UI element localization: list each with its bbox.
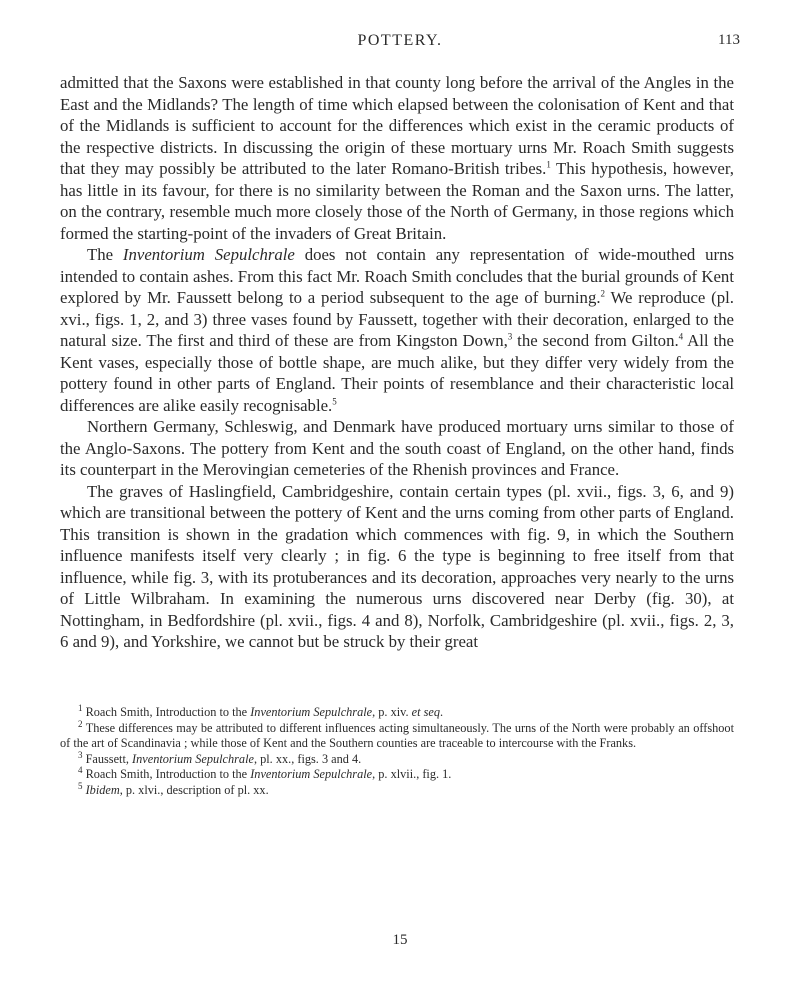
text-run: admitted that the Saxons were established in that county long before the arrival of the Angles in the East and the Midlands? The length of time which elapsed between the colonisation of Kent and that of the Midlands is sufficient to account for the differences which exist in the ceramic products of the respective districts. In discussing the origin of these mortuary urns Mr. Roach Smith suggests that they may possibly be attributed to the later Romano-British tribes. bbox=[60, 73, 734, 178]
signature-mark: 15 bbox=[392, 932, 408, 948]
footnote-2 bbox=[60, 718, 734, 752]
footnote-4 bbox=[60, 764, 734, 783]
text-run: All the Kent vases, especially those of bottle shape, are much alike, but they differ very widely from the pottery found in other parts of England. Their points of resemblance and their characteristic local differences are alike easily recognisable. bbox=[60, 331, 734, 415]
footnote-ref-5: 5 bbox=[332, 395, 337, 406]
paragraph-2 bbox=[60, 244, 734, 416]
text-run: These differences may be attributed to different influences acting simultaneously. The urns of the North were probably an offshoot of the art of Scandinavia ; while those of Kent and the Southern counties are traceable to intercourse with the Franks. bbox=[60, 720, 734, 750]
text-run: The bbox=[87, 245, 123, 264]
footnote-3 bbox=[60, 749, 734, 768]
italic-title: Inventorium Sepulchrale bbox=[250, 767, 373, 781]
italic-text: Ibidem bbox=[85, 782, 120, 797]
footnote-1 bbox=[60, 702, 734, 721]
text-run: , pl. xx., figs. 3 and 4. bbox=[253, 751, 362, 766]
footnote-number: 3 bbox=[78, 749, 83, 760]
italic-title: Inventorium Sepulchrale bbox=[122, 245, 295, 264]
text-run: Roach Smith, Introduction to the bbox=[85, 767, 251, 781]
paragraph-1 bbox=[60, 72, 734, 244]
text-run: Roach Smith, Introduction to the bbox=[85, 705, 251, 719]
body-text bbox=[60, 72, 734, 653]
footnote-ref-2: 2 bbox=[600, 288, 606, 299]
footnote-ref-3: 3 bbox=[507, 331, 513, 342]
footnote-ref-1: 1 bbox=[546, 159, 551, 170]
paragraph-4: The graves of Haslingfield, Cambridgeshire, contain certain types (pl. xvii., figs. 3, 6, and 9) which are transitional between the pottery of Kent and the urns coming from other parts of England. This transition is shown in the gradation which commences with fig. 9, in which the Southern influence manifests itself very clearly ; in fig. 6 the type is beginning to free itself from that influence, while fig. 3, with its protuberances and its decoration, approaches very nearly to the urns of Little Wilbraham. In examining the numerous urns discovered near Derby (fig. 30), at Nottingham, in Bedfordshire (pl. xvii., figs. 4 and 8), Norfolk, Cambridgeshire (pl. xvii., figs. 2, 3, 6 and 9), and Yorkshire, we cannot but be struck by their great bbox=[60, 481, 734, 651]
paragraph-3: Northern Germany, Schleswig, and Denmark have produced mortuary urns similar to those of the Anglo-Saxons. The pottery from Kent and the south coast of England, on the other hand, finds its counterpart in the Merovingian cemeteries of the Rhenish provinces and France. bbox=[60, 417, 734, 479]
text-run: , p. xiv. bbox=[372, 705, 412, 719]
text-run: Faussett, bbox=[85, 751, 133, 766]
text-run: This hypothesis, however, has little in its favour, for there is no similarity between the Roman and the Saxon urns. The latter, on the contrary, resemble much more closely those of the North of Germany, in those regions which formed the starting-point of the invaders of Great Britain. bbox=[60, 159, 734, 243]
text-run: , p. xlvii., fig. 1. bbox=[372, 767, 452, 781]
text-run: We reproduce (pl. xvi., figs. 1, 2, and 3) three vases found by Faussett, together with their decoration, enlarged to the natural size. The first and third of these are from Kingston Down, bbox=[60, 288, 734, 350]
running-title: POTTERY. bbox=[357, 32, 443, 49]
italic-title: Inventorium Sepulchrale bbox=[132, 751, 254, 766]
italic-text: et seq bbox=[411, 705, 440, 719]
text-run: . bbox=[439, 705, 444, 719]
footnote-number: 5 bbox=[78, 780, 83, 791]
italic-title: Inventorium Sepulchrale bbox=[250, 705, 373, 719]
footnote-5 bbox=[60, 780, 734, 799]
footnote-number: 1 bbox=[78, 702, 83, 713]
footnote-number: 2 bbox=[78, 718, 83, 729]
footnote-number: 4 bbox=[78, 764, 83, 775]
text-run: , p. xlvi., description of pl. xx. bbox=[119, 782, 269, 797]
footnotes bbox=[60, 702, 734, 798]
running-head bbox=[60, 32, 740, 56]
text-run: does not contain any representation of wide-mouthed urns intended to contain ashes. From this fact Mr. Roach Smith concludes that the burial grounds of Kent explored by Mr. Faussett belong to a period subsequent to the age of burning. bbox=[60, 245, 734, 307]
page-number: 113 bbox=[718, 32, 740, 48]
footnote-ref-4: 4 bbox=[678, 331, 684, 342]
text-run: the second from Gilton. bbox=[512, 331, 679, 350]
